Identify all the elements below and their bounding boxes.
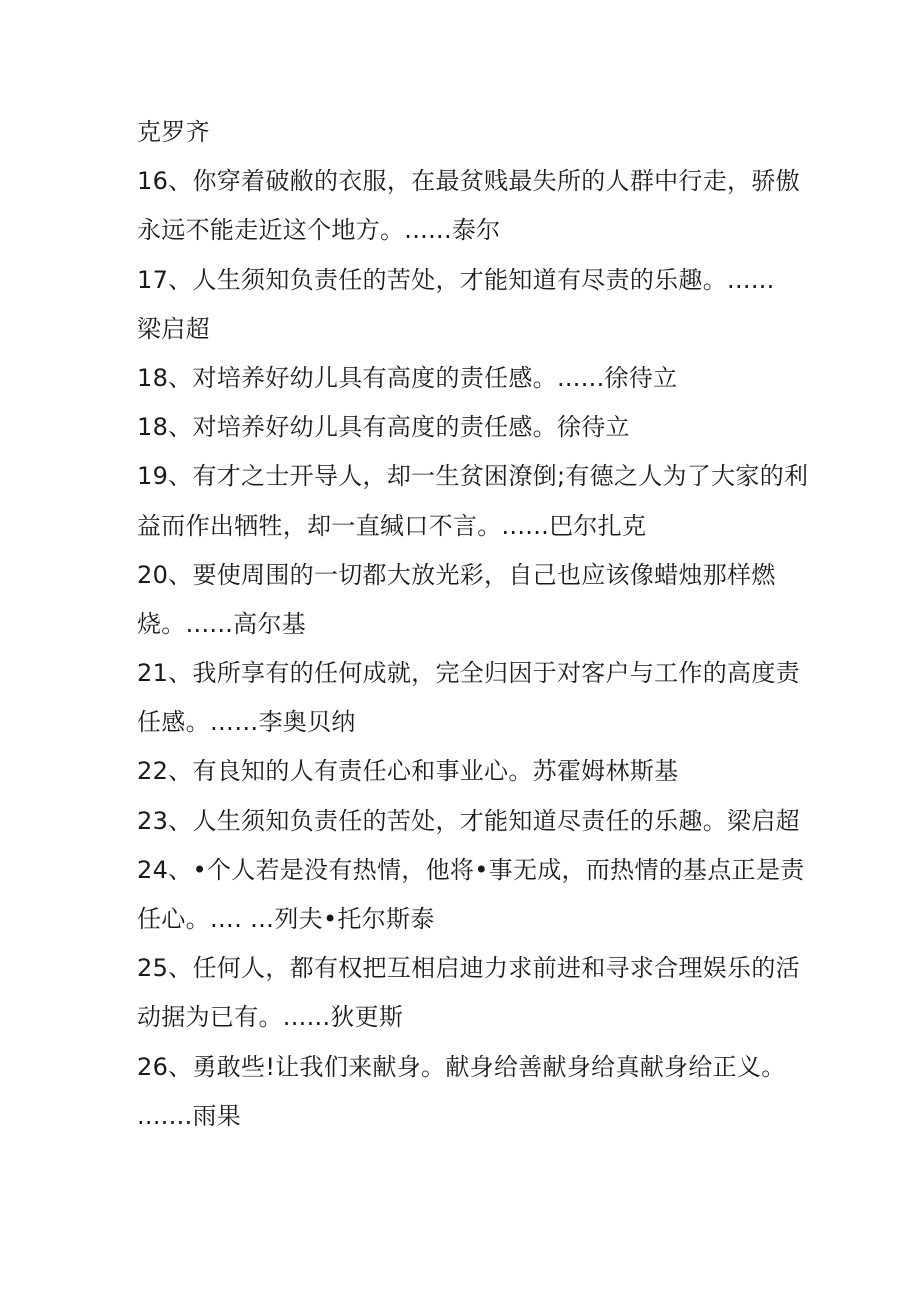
text-line: 24、•个人若是没有热情，他将•事无成，而热情的基点正是责	[137, 855, 805, 884]
text-line: 25、任何人，都有权把互相启迪力求前进和寻求合理娱乐的活	[137, 954, 800, 983]
text-line: .......雨果	[137, 1101, 242, 1130]
text-line: 18、对培养好幼儿具有高度的责任感。徐待立	[137, 413, 630, 442]
text-line: 克罗齐	[137, 118, 210, 146]
text-line: 动据为已有。......狄更斯	[137, 1003, 404, 1032]
text-line: 16、你穿着破敝的衣服，在最贫贱最失所的人群中行走，骄傲	[137, 167, 800, 196]
quote-list	[137, 108, 809, 1141]
text-line: 23、人生须知负责任的苦处，才能知道尽责任的乐趣。梁启超	[137, 806, 800, 835]
text-line: 18、对培养好幼儿具有高度的责任感。......徐待立	[137, 363, 678, 392]
text-line: 任心。…. …列夫•托尔斯泰	[137, 905, 435, 933]
text-line: 21、我所享有的任何成就，完全归因于对客户与工作的高度责	[137, 659, 800, 688]
text-line: 烧。......高尔基	[137, 609, 307, 638]
text-line: 永远不能走近这个地方。......泰尔	[137, 216, 501, 245]
text-line: 22、有良知的人有责任心和事业心。苏霍姆林斯基	[137, 757, 679, 786]
text-line: 17、人生须知负责任的苦处，才能知道有尽责的乐趣。......	[137, 265, 775, 294]
text-line: 益而作出牺牲，却一直缄口不言。......巴尔扎克	[137, 511, 647, 540]
text-line: 梁启超	[137, 314, 210, 343]
text-line: 20、要使周围的一切都大放光彩，自己也应该像蜡烛那样燃	[137, 560, 776, 589]
text-line: 26、勇敢些!让我们来献身。献身给善献身给真献身给正义。	[137, 1052, 786, 1081]
text-line: 任感。……李奥贝纳	[137, 708, 356, 737]
text-line: 19、有才之士开导人，却一生贫困潦倒;有德之人为了大家的利	[137, 462, 809, 491]
